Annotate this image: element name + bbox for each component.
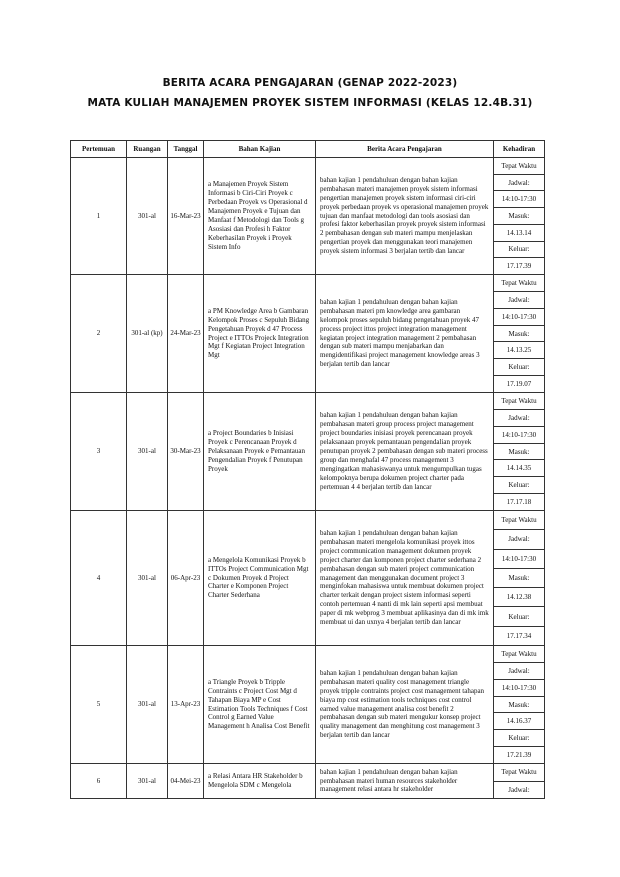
kehadiran-jadwal-value: 14:10-17:30 (494, 309, 544, 326)
kehadiran-keluar-value: 17.17.39 (506, 262, 532, 271)
kehadiran-masuk-value: 14.12.38 (494, 588, 544, 607)
kehadiran-masuk-label: Masuk: (494, 697, 544, 714)
pertemuan-cell: 6 (71, 764, 127, 799)
kehadiran-jadwal-label: Jadwal: (494, 530, 544, 549)
kehadiran-status: Tepat Waktu (494, 158, 544, 175)
kehadiran-keluar-value: 17.17.18 (506, 498, 532, 507)
table-row (71, 158, 545, 275)
kehadiran-keluar-value: 17.17.34 (506, 631, 532, 640)
tanggal-cell: 24-Mar-23 (168, 275, 204, 393)
kehadiran-cell (494, 511, 545, 646)
kehadiran-masuk-label: Masuk: (494, 569, 544, 588)
kehadiran-keluar-label: Keluar: (494, 242, 544, 259)
document-subtitle: MATA KULIAH MANAJEMEN PROYEK SISTEM INFORMASI (KELAS 12.4B.31) (87, 97, 533, 109)
ruangan-cell: 301-al (127, 511, 168, 646)
ruangan-cell: 301-al (127, 646, 168, 764)
table-row (71, 646, 545, 764)
kehadiran-masuk-value: 14.13.14 (494, 225, 544, 242)
bahan-kajian-cell: a Manajemen Proyek Sistem Informasi b Ciri-Ciri Proyek c Perbedaan Proyek vs Operasional d Manajemen Proyek e Tujuan dan Manfaat f Metodologi dan Tools g Asosiasi dan Profesi h Faktor Keberhasilan Proyek i Proyek Sistem Info (204, 158, 316, 275)
kehadiran-keluar-value: 17.21.39 (506, 751, 532, 760)
kehadiran-keluar-label: Keluar: (494, 730, 544, 747)
table-row (71, 275, 545, 393)
tanggal-cell: 16-Mar-23 (168, 158, 204, 275)
table-row (71, 511, 545, 646)
kehadiran-jadwal-label: Jadwal: (494, 175, 544, 192)
kehadiran-keluar-label: Keluar: (494, 477, 544, 494)
bahan-kajian-cell: a Triangle Proyek b Tripple Contraints c Project Cost Mgt d Tahapan Biaya MP e Cost Estimation Tools Techniques f Cost Control g Earned Value Management h Analisa Cost Benefit (204, 646, 316, 764)
berita-acara-cell: bahan kajian 1 pendahuluan dengan bahan kajian pembahasan materi mengelola komunikasi proyek ittos project communication management dokumen proyek project charter dan komponen project charter sederhana 2 pembahasan dengan sub materi project communication management dan menggunakan document project 3 menginfokan mahasiswa untuk membuat dokumen project charter terkait dengan project sistem informasi seperti contoh pertemuan 4 nanti di mk lain seperti apsi membuat paper di mk webprog 3 membuat aplikasinya dan di mk imk membuat ui dan uxnya 4 berjalan tertib dan lancar (316, 511, 494, 646)
column-header: Ruangan (127, 141, 168, 158)
kehadiran-status: Tepat Waktu (494, 646, 544, 663)
tanggal-cell: 04-Mei-23 (168, 764, 204, 799)
column-header: Berita Acara Pengajaran (316, 141, 494, 158)
kehadiran-status: Tepat Waktu (494, 511, 544, 530)
kehadiran-jadwal-value: 14:10-17:30 (494, 191, 544, 208)
pertemuan-cell: 3 (71, 393, 127, 511)
kehadiran-jadwal-label: Jadwal: (494, 410, 544, 427)
document-title: BERITA ACARA PENGAJARAN (GENAP 2022-2023) (162, 77, 458, 89)
kehadiran-masuk-label: Masuk: (494, 208, 544, 225)
kehadiran-jadwal-label: Jadwal: (508, 785, 530, 794)
kehadiran-masuk-value: 14.14.35 (494, 460, 544, 477)
kehadiran-keluar-label: Keluar: (494, 607, 544, 626)
column-header: Pertemuan (71, 141, 127, 158)
berita-acara-cell: bahan kajian 1 pendahuluan dengan bahan kajian pembahasan materi manajemen proyek sistem informasi pengertian manajemen proyek sistem informasi ciri-ciri proyek perbedaan proyek vs operasional manajemen proyek tujuan dan manfaat metodologi dan tools asosiasi dan profesi faktor keberhasilan proyek proyek sistem informasi 2 pembahasan dengan sub materi mampu menjelaskan pengertian proyek dan menggunakan teori manajemen proyek sistem informasi 3 berjalan tertib dan lancar (316, 158, 494, 275)
tanggal-cell: 30-Mar-23 (168, 393, 204, 511)
bahan-kajian-cell: a Mengelola Komunikasi Proyek b ITTOs Project Communication Mgt c Dokumen Proyek d Project Charter e Komponen Project Charter Sederhana (204, 511, 316, 646)
ruangan-cell: 301-al (127, 764, 168, 799)
kehadiran-jadwal-value: 14:10-17:30 (494, 550, 544, 569)
kehadiran-cell (494, 646, 545, 764)
column-header: Tanggal (168, 141, 204, 158)
pertemuan-cell: 2 (71, 275, 127, 393)
kehadiran-jadwal-value: 14:10-17:30 (494, 680, 544, 697)
pertemuan-cell: 4 (71, 511, 127, 646)
bahan-kajian-cell: a PM Knowledge Area b Gambaran Kelompok Proses c Sepuluh Bidang Pengetahuan Proyek d 47 Process Project e ITTOs Projeck Integration Mgt f Kegiatan Project Integration Mgt (204, 275, 316, 393)
column-header: Bahan Kajian (204, 141, 316, 158)
kehadiran-cell (494, 158, 545, 275)
ruangan-cell: 301-al (kp) (127, 275, 168, 393)
kehadiran-jadwal-value: 14:10-17:30 (494, 427, 544, 444)
ruangan-cell: 301-al (127, 158, 168, 275)
tanggal-cell: 13-Apr-23 (168, 646, 204, 764)
table-header-row (71, 141, 545, 158)
bahan-kajian-cell: a Project Boundaries b Inisiasi Proyek c Perencanaan Proyek d Pelaksanaan Proyek e Pemantauan Pengendalian Proyek f Penutupan Proyek (204, 393, 316, 511)
kehadiran-jadwal-label: Jadwal: (494, 292, 544, 309)
kehadiran-keluar-value: 17.19.07 (506, 380, 532, 389)
document-header (0, 73, 620, 113)
berita-acara-cell: bahan kajian 1 pendahuluan dengan bahan kajian pembahasan materi group process project management project boundaries inisiasi proyek perencanaan proyek pelaksanaan proyek pemantauan pengendalian proyek penutupan proyek 2 pembahasan dengan sub materi process group dan menghafal 47 process management 3 mengingatkan mahasiswanya untuk mengumpulkan tugas kelompoknya berupa dokumen project charter pada pertemuan 4 4 berjalan tertib dan lancar (316, 393, 494, 511)
table-row (71, 764, 545, 799)
kehadiran-status: Tepat Waktu (494, 393, 544, 410)
kehadiran-masuk-label: Masuk: (494, 444, 544, 461)
kehadiran-masuk-value: 14.16.37 (494, 713, 544, 730)
kehadiran-cell (494, 764, 545, 799)
pertemuan-cell: 5 (71, 646, 127, 764)
tanggal-cell: 06-Apr-23 (168, 511, 204, 646)
berita-acara-cell: bahan kajian 1 pendahuluan dengan bahan kajian pembahasan materi quality cost management triangle proyek tripple contraints project cost management tahapan biaya mp cost estimation tools techniques cost control earned value management analisa cost benefit 2 pembahasan dengan sub materi mengukur konsep project quality management dan menghitung cost management 3 berjalan tertib dan lancar (316, 646, 494, 764)
berita-acara-cell: bahan kajian 1 pendahuluan dengan bahan kajian pembahasan materi human resources stakeholder management relasi antara hr stakeholder (316, 764, 494, 799)
kehadiran-cell (494, 393, 545, 511)
berita-acara-cell: bahan kajian 1 pendahuluan dengan bahan kajian pembahasan materi pm knowledge area gambaran kelompok proses sepuluh bidang pengetahuan proyek 47 process project ittos project integration management kegiatan project integration management 2 pembahasan dengan sub materi mampu menjabarkan dan mengidentifikasi project management knowledge areas 3 berjalan tertib dan lancar (316, 275, 494, 393)
column-header: Kehadiran (494, 141, 545, 158)
kehadiran-status: Tepat Waktu (494, 764, 544, 782)
kehadiran-masuk-value: 14.13.25 (494, 342, 544, 359)
teaching-report-table (70, 140, 545, 799)
kehadiran-jadwal-label: Jadwal: (494, 663, 544, 680)
pertemuan-cell: 1 (71, 158, 127, 275)
ruangan-cell: 301-al (127, 393, 168, 511)
table-row (71, 393, 545, 511)
kehadiran-cell (494, 275, 545, 393)
kehadiran-masuk-label: Masuk: (494, 326, 544, 343)
kehadiran-keluar-label: Keluar: (494, 359, 544, 376)
bahan-kajian-cell: a Relasi Antara HR Stakeholder b Mengelola SDM c Mengelola (204, 764, 316, 799)
kehadiran-status: Tepat Waktu (494, 275, 544, 292)
